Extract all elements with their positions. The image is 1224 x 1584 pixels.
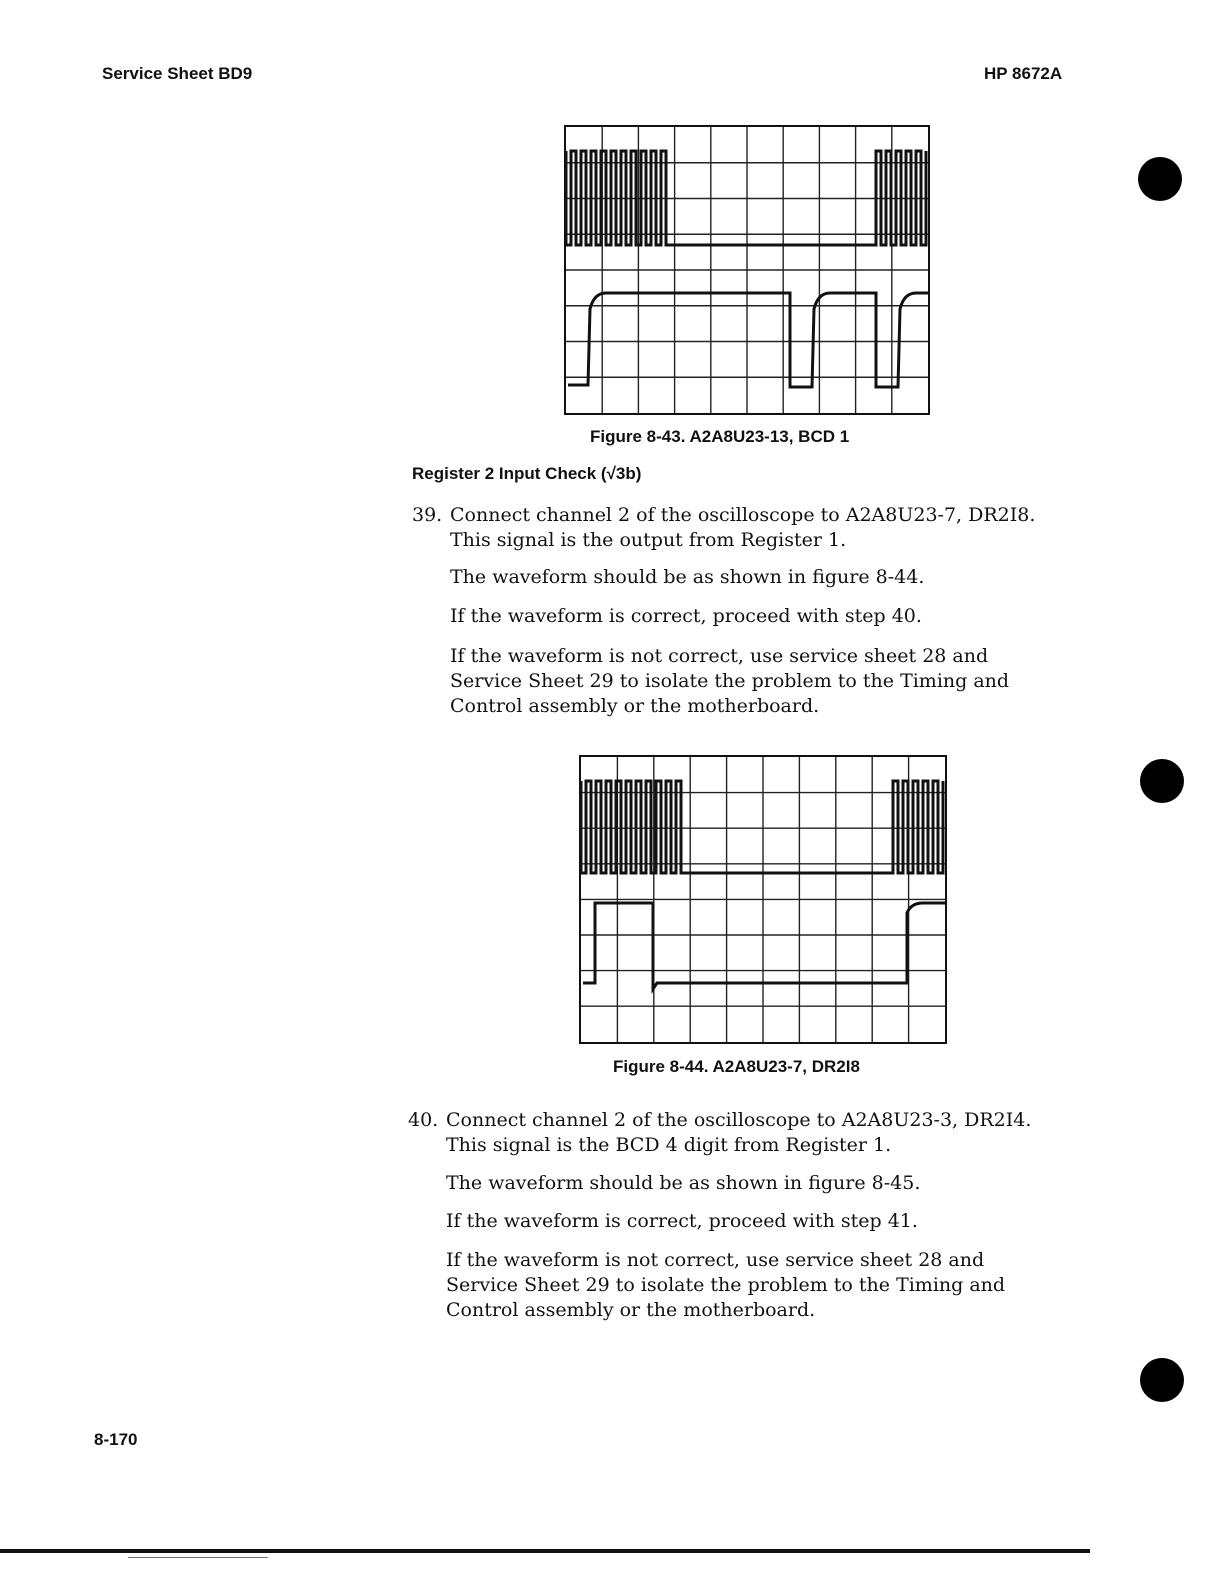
bottom-accent-line	[128, 1557, 268, 1558]
binder-hole	[1140, 1358, 1184, 1402]
page-number: 8-170	[94, 1430, 138, 1449]
step-paragraph: The waveform should be as shown in figure 8-44.	[450, 566, 925, 588]
step-paragraph: Connect channel 2 of the oscilloscope to A2A8U23-7, DR2I8. This signal is the output from Register 1.	[450, 504, 1036, 551]
binder-hole	[1140, 759, 1184, 803]
section-heading: Register 2 Input Check (√3b)	[412, 464, 642, 483]
step-number: 39.	[412, 504, 443, 526]
binder-hole	[1138, 157, 1182, 201]
header-section-title: Service Sheet BD9	[102, 64, 253, 83]
bottom-rule	[0, 1549, 1090, 1553]
step-paragraph: If the waveform is not correct, use service sheet 28 and Service Sheet 29 to isolate the problem to the Timing and Control assembly or the motherboard.	[446, 1249, 1006, 1321]
step-paragraph: If the waveform is not correct, use service sheet 28 and Service Sheet 29 to isolate the problem to the Timing and Control assembly or the motherboard.	[450, 645, 1010, 717]
step-number: 40.	[408, 1109, 439, 1131]
figure-caption-8-44: Figure 8-44. A2A8U23-7, DR2I8	[613, 1057, 860, 1076]
step-paragraph: The waveform should be as shown in figure 8-45.	[446, 1172, 921, 1194]
figure-caption-8-43: Figure 8-43. A2A8U23-13, BCD 1	[590, 427, 850, 446]
oscilloscope-figure-8-44	[579, 755, 947, 1044]
waveform-plot-8-43	[566, 127, 928, 413]
step-paragraph: If the waveform is correct, proceed with step 41.	[446, 1210, 918, 1232]
waveform-plot-8-44	[581, 757, 945, 1042]
step-paragraph: Connect channel 2 of the oscilloscope to A2A8U23-3, DR2I4. This signal is the BCD 4 digit from Register 1.	[446, 1109, 1032, 1156]
step-paragraph: If the waveform is correct, proceed with step 40.	[450, 605, 922, 627]
header-model: HP 8672A	[984, 64, 1063, 83]
oscilloscope-figure-8-43	[564, 125, 930, 415]
